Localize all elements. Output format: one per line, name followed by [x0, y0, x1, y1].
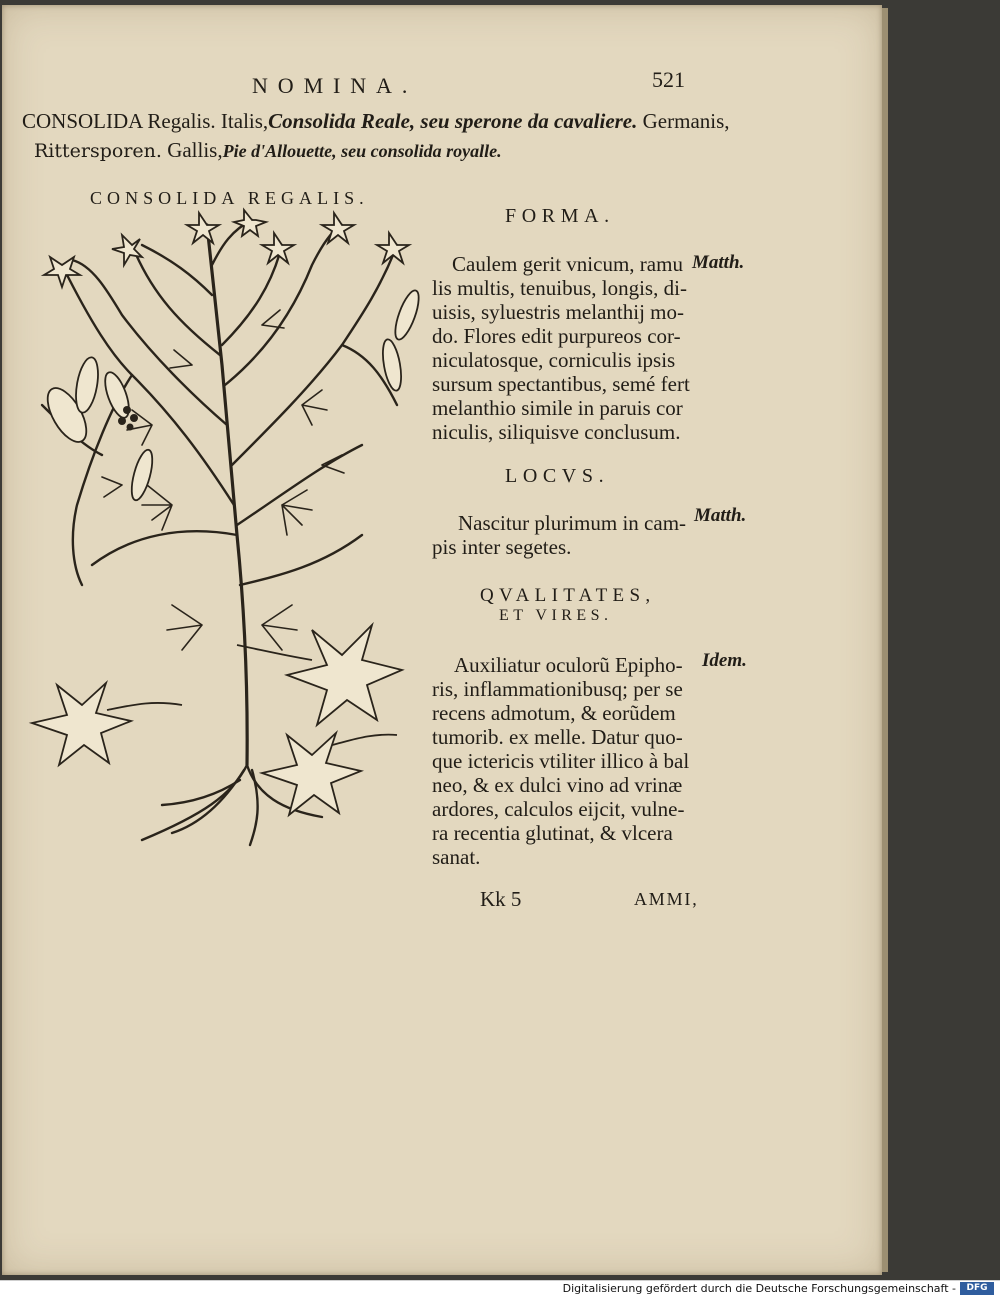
- nomina-italian: Consolida Reale, seu sperone da cavaliere.: [268, 109, 638, 133]
- qualitates-line: ra recentia glutinat, & vlcera: [432, 821, 673, 845]
- forma-line: niculis, siliquisve conclusum.: [432, 420, 681, 444]
- forma-line: sursum spectantibus, semé fert: [432, 372, 690, 396]
- locus-line: Nascitur plurimum in cam-: [458, 511, 687, 535]
- nomina-germanis: Germanis,: [642, 109, 730, 133]
- page-number: 521: [652, 67, 685, 92]
- nomina-line-1: [22, 109, 730, 134]
- dfg-logo[interactable]: DFG: [960, 1282, 994, 1295]
- qualitates-line: recens admotum, & eorũdem: [432, 701, 676, 725]
- forma-line: niculatosque, corniculis ipsis: [432, 348, 676, 372]
- page-edge: [882, 8, 888, 1272]
- woodcut-illustration: [22, 205, 422, 865]
- forma-line: melanthio simile in paruis cor: [432, 396, 683, 420]
- qualitates-line: sanat.: [432, 845, 481, 869]
- qualitates-margin-note: Idem.: [702, 650, 747, 671]
- locus-margin-note: Matth.: [694, 505, 747, 526]
- footer-bar: [0, 1280, 1000, 1298]
- locus-line: pis inter segetes.: [432, 535, 572, 559]
- signature-mark: Kk 5: [480, 887, 522, 911]
- forma-heading: FORMA.: [505, 205, 615, 227]
- nomina-gallis: Gallis,: [167, 138, 223, 162]
- qualitates-line: ris, inflammationibusq; per se: [432, 677, 683, 701]
- nomina-line-2: [34, 138, 502, 163]
- forma-line: do. Flores edit purpureos cor-: [432, 324, 681, 348]
- qualitates-line: ardores, calculos eijcit, vulne-: [432, 797, 685, 821]
- forma-line: lis multis, tenuibus, longis, di-: [432, 276, 687, 300]
- nomina-french: Pie d'Allouette, seu consolida royalle.: [222, 141, 502, 161]
- qualitates-line: tumorib. ex melle. Datur quo-: [432, 725, 683, 749]
- footer-credit: Digitalisierung gefördert durch die Deutsche Forschungsgemeinschaft -: [562, 1282, 956, 1295]
- qualitates-line: que ictericis vtiliter illico à bal: [432, 749, 690, 773]
- qualitates-heading: QVALITATES,: [480, 585, 656, 606]
- vires-heading: ET VIRES.: [499, 607, 613, 624]
- running-head: NOMINA.: [252, 73, 418, 98]
- forma-line: Caulem gerit vnicum, ramu: [452, 252, 683, 276]
- qualitates-line: Auxiliatur oculorũ Epipho-: [454, 653, 683, 677]
- forma-margin-note: Matth.: [692, 252, 745, 273]
- catchword: AMMI,: [634, 889, 699, 909]
- figure-caption: CONSOLIDA REGALIS.: [90, 188, 369, 208]
- locus-heading: LOCVS.: [505, 465, 610, 487]
- book-page: [2, 5, 882, 1275]
- nomina-latin: CONSOLIDA Regalis. Italis,: [22, 109, 269, 133]
- nomina-german-name: Rittersporen.: [34, 140, 162, 162]
- forma-line: uisis, syluestris melanthij mo-: [432, 300, 684, 324]
- plant-flowers: [32, 210, 423, 815]
- qualitates-line: neo, & ex dulci vino ad vrinæ: [432, 773, 683, 797]
